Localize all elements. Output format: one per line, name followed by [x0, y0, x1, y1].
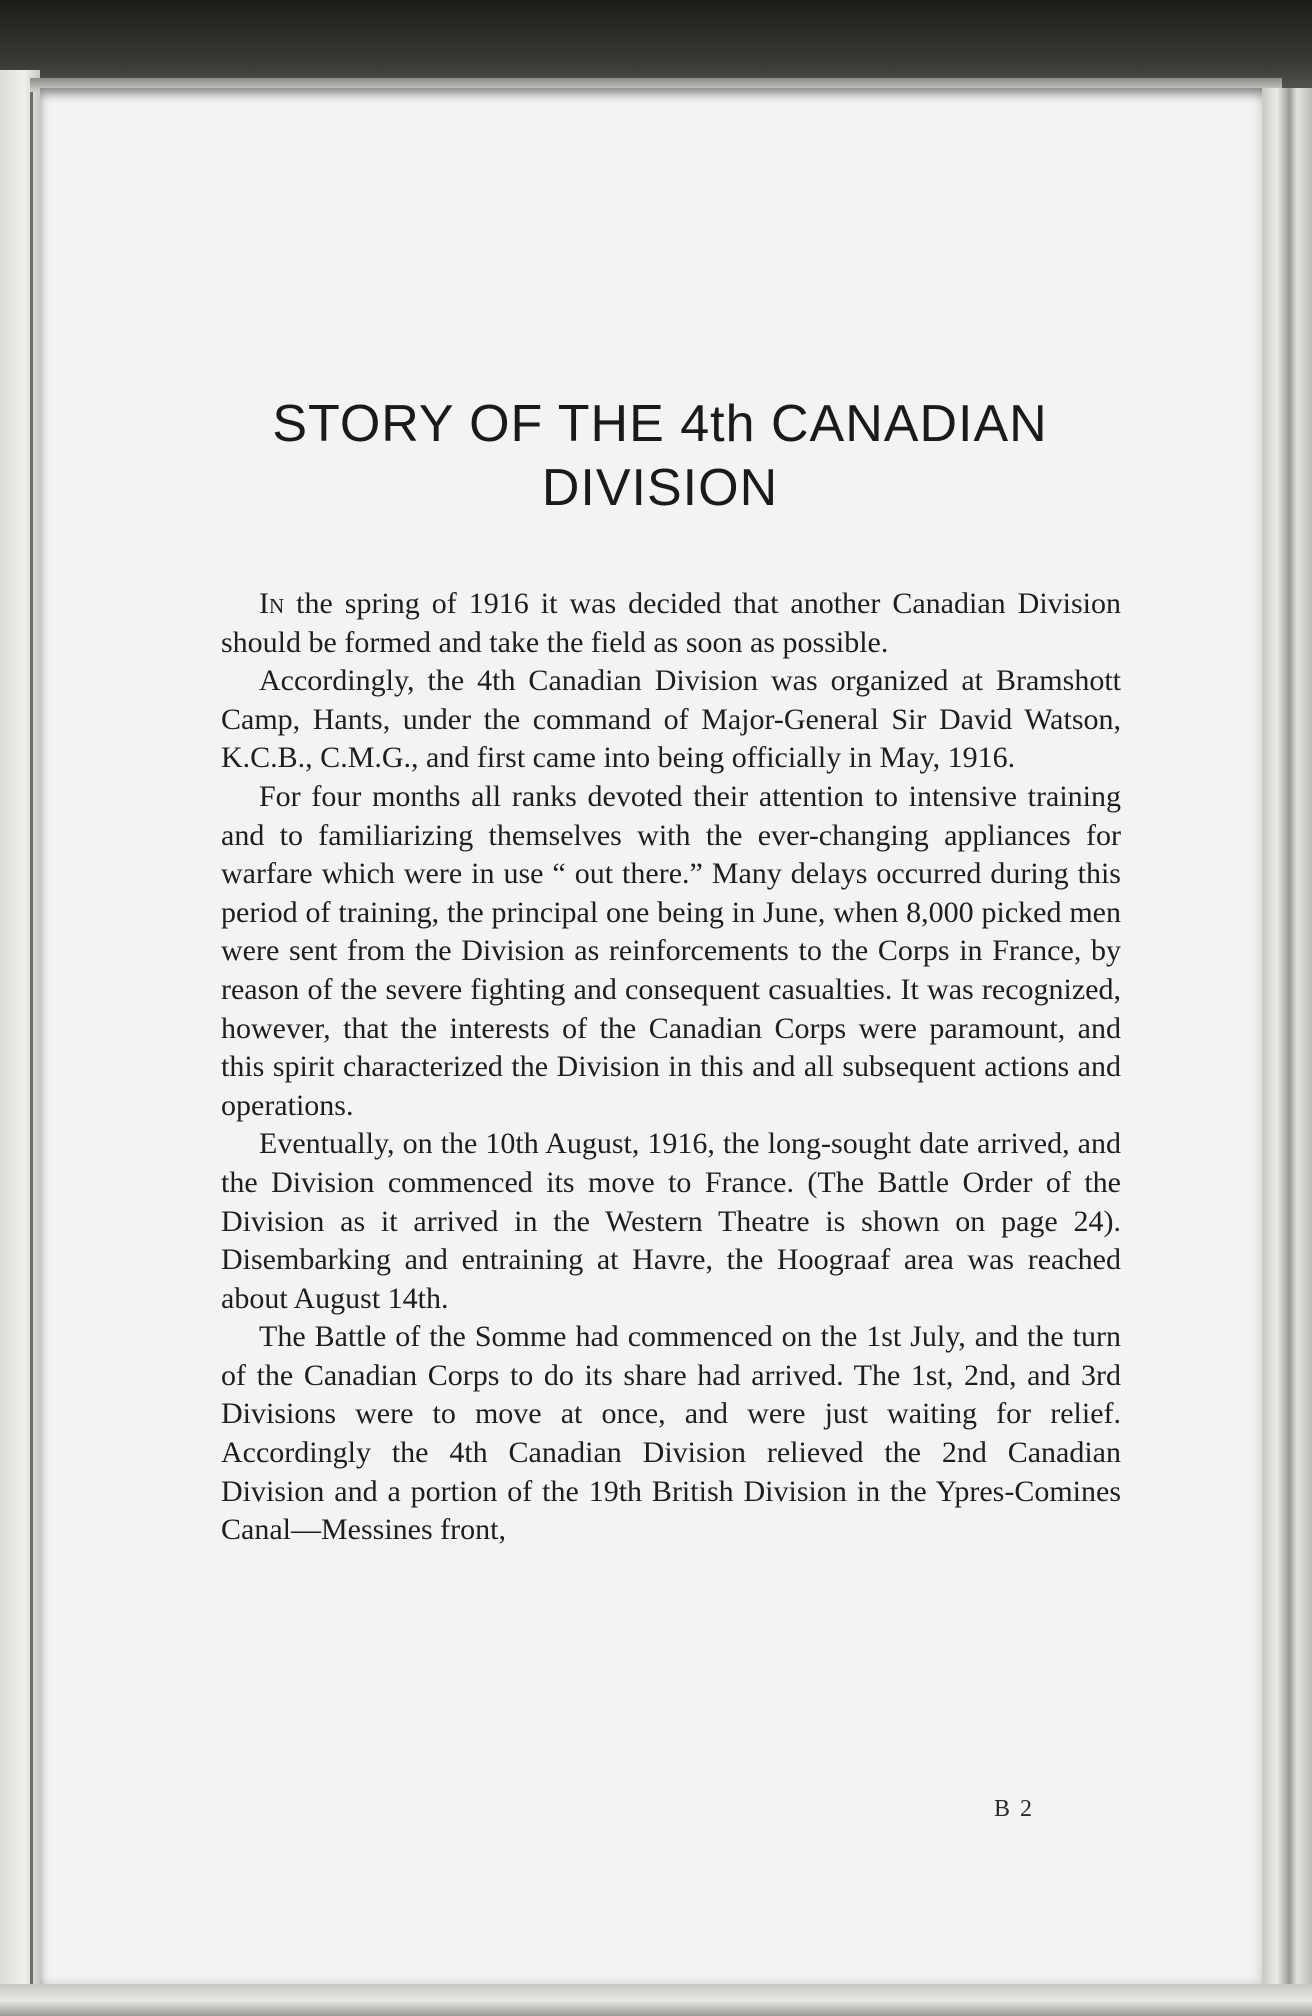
paragraph [221, 778, 1121, 1125]
scan-background-top [0, 0, 1312, 90]
paragraph [221, 585, 1121, 662]
page-edge-right [1262, 88, 1312, 2016]
paragraph [221, 1125, 1121, 1318]
chapter-title: STORY OF THE 4th CANADIAN DIVISION [272, 395, 1048, 517]
paragraph [221, 662, 1121, 778]
signature-mark: B 2 [994, 1796, 1035, 1822]
paragraph-text: Accordingly, the 4th Canadian Division was organized at Bramshott Camp, Hants, under the command of Major-General Sir David Watson, K.C.B., C.M.G., and first came into being officially in May, 1916. [221, 664, 1121, 775]
binding-gutter [30, 90, 33, 1990]
paragraph-lead: In [259, 587, 285, 620]
page-edge-bottom [0, 1984, 1312, 2016]
facing-page-edge [0, 70, 40, 2016]
body-text [221, 585, 1121, 1550]
paragraph-text: For four months all ranks devoted their attention to intensive training and to familiarizing themselves with the ever-changing appliances for warfare which were in use “ out there.” Many delays occurred during this period of training, the principal one being in June, when 8,000 picked men were sent from the Division as reinforcements to the Corps in France, by reason of the severe fighting and consequent casualties. It was recognized, however, that the interests of the Canadian Corps were paramount, and this spirit characterized the Division in this and all subsequent actions and operations. [221, 779, 1121, 1122]
paragraph [221, 1318, 1121, 1550]
paragraph-text: Eventually, on the 10th August, 1916, the long-sought date arrived, and the Division commenced its move to France. (The Battle Order of the Division as it arrived in the Western Theatre is shown on page 24). Disembarking and entraining at Havre, the Hoograaf area was reached about August 14th. [221, 1127, 1121, 1315]
paragraph-text: The Battle of the Somme had commenced on the 1st July, and the turn of the Canadian Corps to do its share had arrived. The 1st, 2nd, and 3rd Divisions were to move at once, and were just waiting for relief. Accordingly the 4th Canadian Division relieved the 2nd Canadian Division and a portion of the 19th British Division in the Ypres-Comines Canal—Messines front, [221, 1320, 1121, 1547]
paragraph-text: the spring of 1916 it was decided that another Canadian Division should be formed and take the field as soon as possible. [221, 587, 1121, 659]
